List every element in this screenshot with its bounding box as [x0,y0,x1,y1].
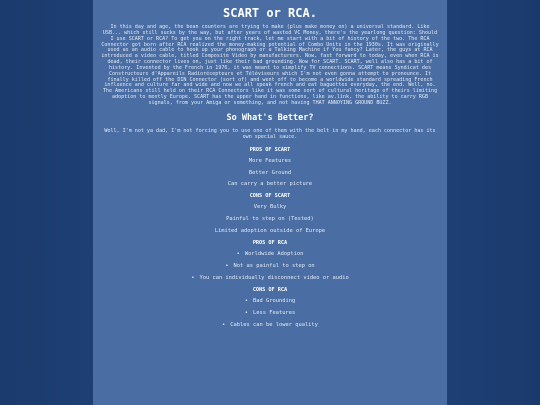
pros-rca-list [100,251,440,281]
article-panel [93,0,447,405]
list-item: Painful to step on (Tested) [226,216,314,223]
section-intro: Well, I'm not ya dad, I'm not forcing you to use one of them with the belt in my hand, each connector has its own special sauce. [104,127,436,140]
cons-rca-list [100,298,440,328]
cons-scart-list [100,204,440,234]
list-item: Better Ground [248,169,292,176]
history-paragraph: In this day and age, the bean counters are trying to make (plus make money on) a universal standard. Like USB... which still sucks by the way, but after years of wasted VC Money, there's the yearlong question: Should I use SCART or RCA? To get you on the right track, let me start with a bit of history of the two. The RCA Connector got born after RCA realized the money-making potential of Combo Units in the 1930s. It was originally used as an audio cable to hook up your phonograph or a Talking Machine if You fancy? Later, the guys at RCA introduced a video cable, titled Composite Video by manufacturers. Now, fast forward to today, even when RCA is dead, their connector lives on, just like their bad grounding. Now for SCART. SCART, well also has a bit of history. Invented by the French in 1976, it was meant to simplify TV connections. SCART means Syndicat des Constructeurs d'Appareils Radiorécepteurs et Téléviseurs which I'm not even gonna attempt to pronounce. It finally killed off the DIN Connector (sort of) and went off to become a worldwide standard spreading French influence and culture far and wide and now we all speak french and eat baguettes everyday, the end. Well, no. The Americans still held on their RCA Connectors like it was some sort of cultural heritage of theirs limiting adoption to mostly Europe. SCART has the upper hand in functions, like av.link, the ability to carry RGB signals, from your Amiga or something, and not having THAT ANNOYING GROUND BUZZ. [101,24,439,106]
list-item: More Features [248,157,292,164]
list-item: • Cables can be lower quality [100,322,440,328]
pros-scart-heading: PROS OF SCART [249,146,291,153]
list-item: • Bad Grounding [100,298,440,304]
list-item: • Worldwide Adoption [100,251,440,257]
cons-rca-heading: CONS OF RCA [252,286,288,293]
cons-scart-heading: CONS OF SCART [249,193,291,200]
page-title: SCART or RCA. [223,6,317,20]
list-item: Can carry a better picture [227,181,313,188]
list-item: Very Bulky [253,204,287,211]
list-item: • You can individually disconnect video or audio [100,275,440,281]
list-item: • Less Features [100,310,440,316]
list-item: Limited adoption outside of Europe [214,228,326,235]
pros-scart-list [100,158,440,188]
section-title: So What's Better? [226,112,314,123]
list-item: • Not as painful to step on [100,263,440,269]
pros-rca-heading: PROS OF RCA [252,240,288,247]
